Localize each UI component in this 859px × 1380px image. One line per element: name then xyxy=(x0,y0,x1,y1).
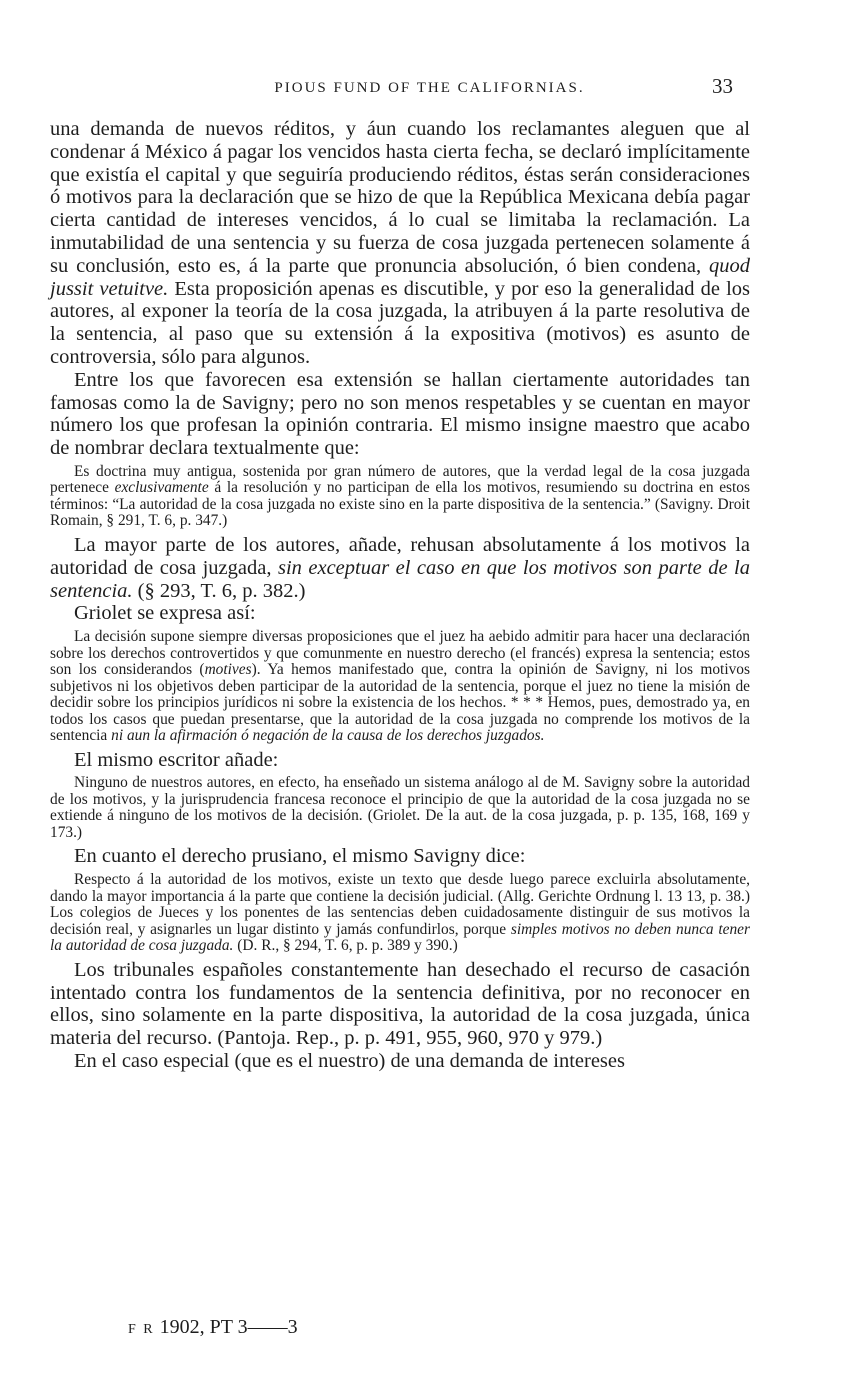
paragraph: Entre los que favorecen esa extensión se hallan ciertamente autoridades tan famosas como la de Savigny; pero no son menos respetables y se cuentan en mayor número los que profesan la opinión contraria. El mismo insigne maestro que acabo de nombrar declara textualmente que: xyxy=(50,368,750,460)
paragraph: En cuanto el derecho prusiano, el mismo Savigny dice: xyxy=(74,845,526,868)
paragraph: una demanda de nuevos réditos, y áun cuando los reclamantes aleguen que al condenar á México á pagar los vencidos hasta cierta fecha, se declaró implícitamente que existía el capital y que seguiría produciendo réditos, éstas serán consideraciones ó motivos para la declaración que se hizo de que la República Mexicana debía pagar cierta cantidad de intereses vencidos, á lo cual se limitaba la reclamación. La inmutabilidad de una sentencia y su fuerza de cosa juzgada pertenecen solamente á su conclusión, esto es, á la parte que pronuncia absolución, ó bien condena, quod jussit vetuitve. Esta proposición apenas es discutible, y por eso la generalidad de los autores, al exponer la teoría de la cosa juzgada, la atribuyen á la parte resolutiva de la sentencia, al paso que su extensión á la expositiva (motivos) es asunto de controversia, sólo para algunos. xyxy=(50,118,751,368)
paragraph: En el caso especial (que es el nuestro) de una demanda de intereses xyxy=(74,1049,625,1072)
block-quote: Respecto á la autoridad de los motivos, existe un texto que desde luego parece excluirla absolutamente, dando la mayor importancia á la parte que contiene la decisión judicial. (Allg. Gerichte Ordnung l. 13 13, p. 38.) Los colegios de Jueces y los ponentes de las sentencias deben cuidadosamente distinguir de sus motivos la decisión real, y asignarles un lugar distinto y jamás confundirlos, porque simples motivos no deben nunca tener la autoridad de cosa juzgada. (D. R., § 294, T. 6, p. p. 389 y 390.) xyxy=(50,871,750,955)
page-number: 33 xyxy=(712,74,733,98)
block-quote: Ninguno de nuestros autores, en efecto, ha enseñado un sistema análogo al de M. Savigny sobre la autoridad de los motivos, y la jurisprudencia francesa reconoce el principio de que la autoridad de la cosa juzgada no se extiende á ninguno de los motivos de la decisión. (Griolet. De la aut. de la cosa juzgada, p. p. 135, 168, 169 y 173.) xyxy=(50,774,750,841)
paragraph: Los tribunales españoles constantemente han desechado el recurso de casación intentado contra los fundamentos de la sentencia definitiva, por no reconocer en ellos, sino solamente en la parte dispositiva, la autoridad de la cosa juzgada, única materia del recurso. (Pantoja. Rep., p. p. 491, 955, 960, 970 y 979.) xyxy=(50,958,750,1050)
block-quote: Es doctrina muy antigua, sostenida por gran número de autores, que la verdad legal de la cosa juzgada pertenece exclusivamente á la resolución y no participan de ella los motivos, resumiendo su doctrina en estos términos: “La autoridad de la cosa juzgada no existe sino en la parte dispositiva de la sentencia.” (Savigny. Droit Romain, § 291, T. 6, p. 347.) xyxy=(50,462,750,530)
signature-mark: F R 1902, PT 3——3 xyxy=(128,1316,298,1338)
paragraph: La mayor parte de los autores, añade, rehusan absolutamente á los motivos la autoridad de cosa juzgada, sin exceptuar el caso en que los motivos son parte de la sentencia. (§ 293, T. 6, p. 382.) xyxy=(50,533,750,602)
block-quote: La decisión supone siempre diversas proposiciones que el juez ha aebido admitir para hacer una declaración sobre los derechos controvertidos y que comunmente en nuestro derecho (el francés) expresa la sentencia; estos son los considerandos (motives). Ya hemos manifestado que, contra la opinión de Savigny, ni los motivos subjetivos ni los objetivos deben participar de la autoridad de la sentencia, porque el juez no tiene la misión de decidir sobre los principios jurídicos ni sobre la existencia de los hechos. * * * Hemos, pues, demostrado ya, en todos los casos que puedan presentarse, que la autoridad de la cosa juzgada no comprende los motivos de la sentencia ni aun la afirmación ó negación de la causa de los derechos juzgados. xyxy=(50,628,750,745)
running-header-title: PIOUS FUND OF THE CALIFORNIAS. xyxy=(274,80,585,96)
main-text xyxy=(50,118,750,1073)
paragraph: El mismo escritor añade: xyxy=(74,748,279,771)
paragraph: Griolet se expresa así: xyxy=(74,602,256,625)
